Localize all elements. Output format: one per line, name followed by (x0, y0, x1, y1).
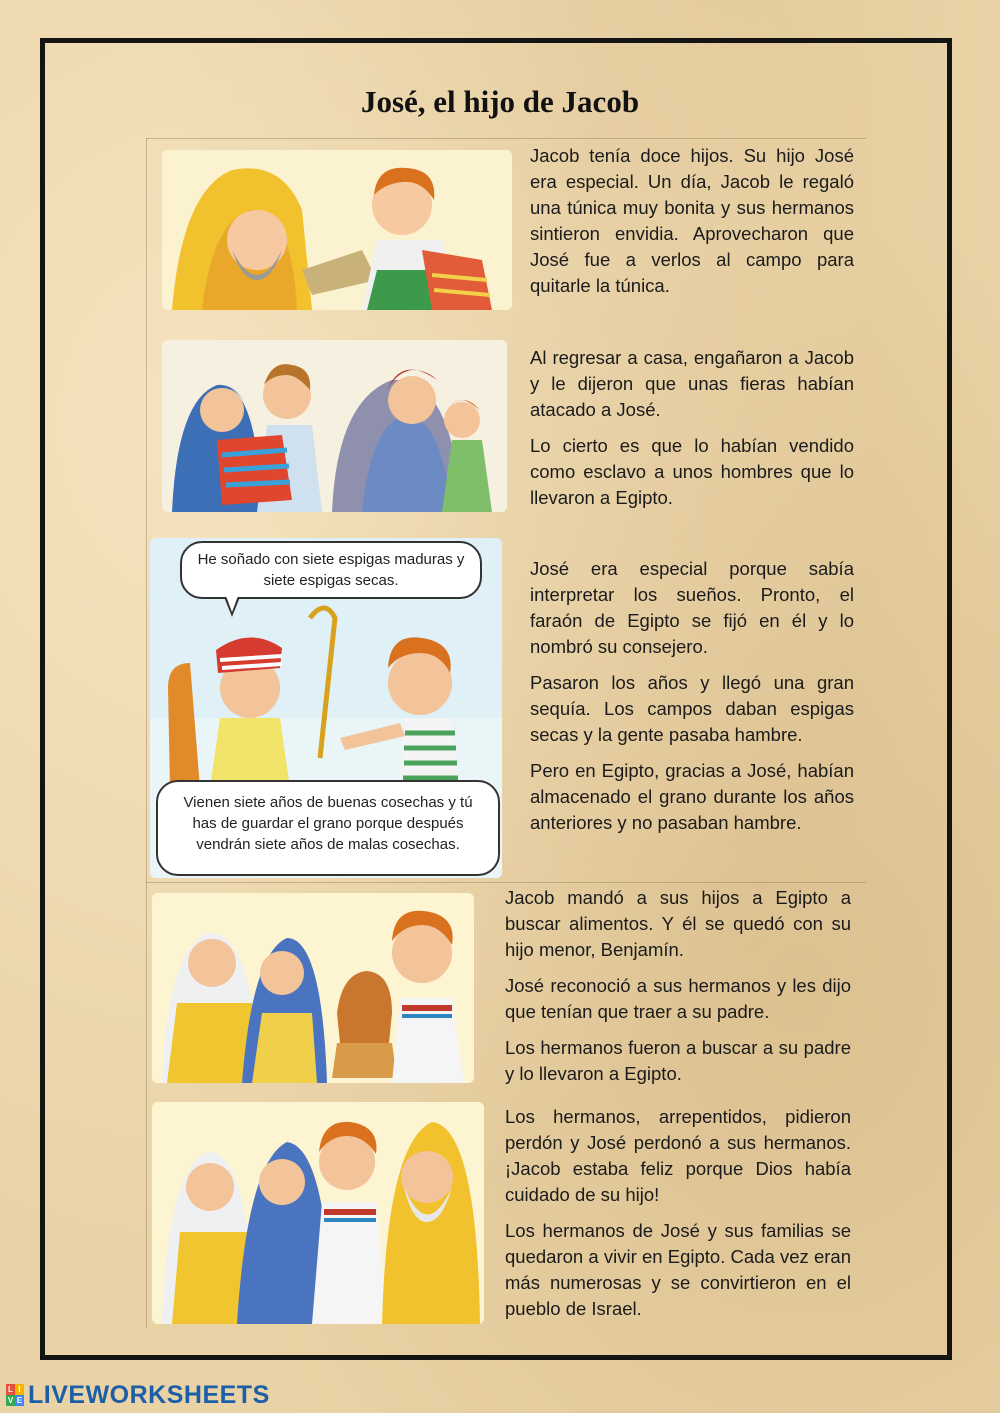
section-2-paragraph-1: Al regresar a casa, engañaron a Jacob y le dijeron que unas fieras habían atacado a José. (530, 347, 854, 420)
row-divider-top (146, 138, 866, 139)
section-3-text (530, 556, 854, 846)
speech-bubble-pharaoh (180, 541, 482, 599)
speech-bubble-jose-text: Vienen siete años de buenas cosechas y tú has de guardar el grano porque después vendrán siete años de malas cosechas. (183, 794, 473, 853)
section-3-paragraph-1: José era especial porque sabía interpretar los sueños. Pronto, el faraón de Egipto se fijó en él y lo nombró su consejero. (530, 558, 854, 657)
section-1-paragraph-1: Jacob tenía doce hijos. Su hijo José era especial. Un día, Jacob le regaló una túnica muy bonita y sus hermanos sintieron envidia. Aprovecharon que José fue a verlos al campo para quitarle la túnica. (530, 145, 854, 296)
speech-bubble-jose (156, 780, 500, 876)
section-5-paragraph-2: Los hermanos de José y sus familias se quedaron a vivir en Egipto. Cada vez eran más numerosas y se convirtieron en el pueblo de Israel. (505, 1220, 851, 1319)
column-divider (146, 138, 147, 1328)
page-title: José, el hijo de Jacob (360, 84, 640, 119)
logo-letter-i: I (15, 1384, 24, 1395)
logo-letter-v: V (7, 1396, 14, 1405)
logo-letter-l: L (6, 1384, 15, 1395)
section-1-text (530, 143, 854, 309)
section-5-paragraph-1: Los hermanos, arrepentidos, pidieron perdón y José perdonó a sus hermanos. ¡Jacob estaba feliz porque Dios había cuidado de su hijo! (505, 1106, 851, 1205)
section-4-text (505, 885, 851, 1097)
section-4-paragraph-1: Jacob mandó a sus hijos a Egipto a buscar alimentos. Y él se quedó con su hijo menor, Benjamín. (505, 887, 851, 960)
section-2-text (530, 345, 854, 521)
logo-letter-e: E (16, 1396, 23, 1405)
speech-bubble-pharaoh-text: He soñado con siete espigas maduras y siete espigas secas. (197, 551, 465, 589)
liveworksheets-wordmark: LIVEWORKSHEETS (28, 1380, 270, 1409)
section-3-paragraph-2: Pasaron los años y llegó una gran sequía. Los campos daban espigas secas y la gente pasaba hambre. (530, 672, 854, 745)
row-divider-middle (146, 882, 866, 883)
section-2-paragraph-2: Lo cierto es que lo habían vendido como esclavo a unos hombres que lo llevaron a Egipto. (530, 435, 854, 508)
section-4-paragraph-3: Los hermanos fueron a buscar a su padre y lo llevaron a Egipto. (505, 1037, 851, 1084)
section-4-paragraph-2: José reconoció a sus hermanos y les dijo que tenían que traer a su padre. (505, 975, 851, 1022)
illustration-brothers-deceive-jacob (162, 340, 507, 512)
liveworksheets-logo-icon (6, 1384, 24, 1406)
speech-bubble-pharaoh-tail-fill (226, 596, 238, 612)
illustration-family-reunited (152, 1102, 484, 1324)
liveworksheets-brand[interactable] (6, 1381, 270, 1409)
illustration-jacob-gives-tunic (162, 150, 512, 310)
section-3-paragraph-3: Pero en Egipto, gracias a José, habían almacenado el grano durante los años anteriores y no pasaban hambre. (530, 760, 854, 833)
section-5-text (505, 1104, 851, 1332)
illustration-brothers-in-egypt (152, 893, 474, 1083)
